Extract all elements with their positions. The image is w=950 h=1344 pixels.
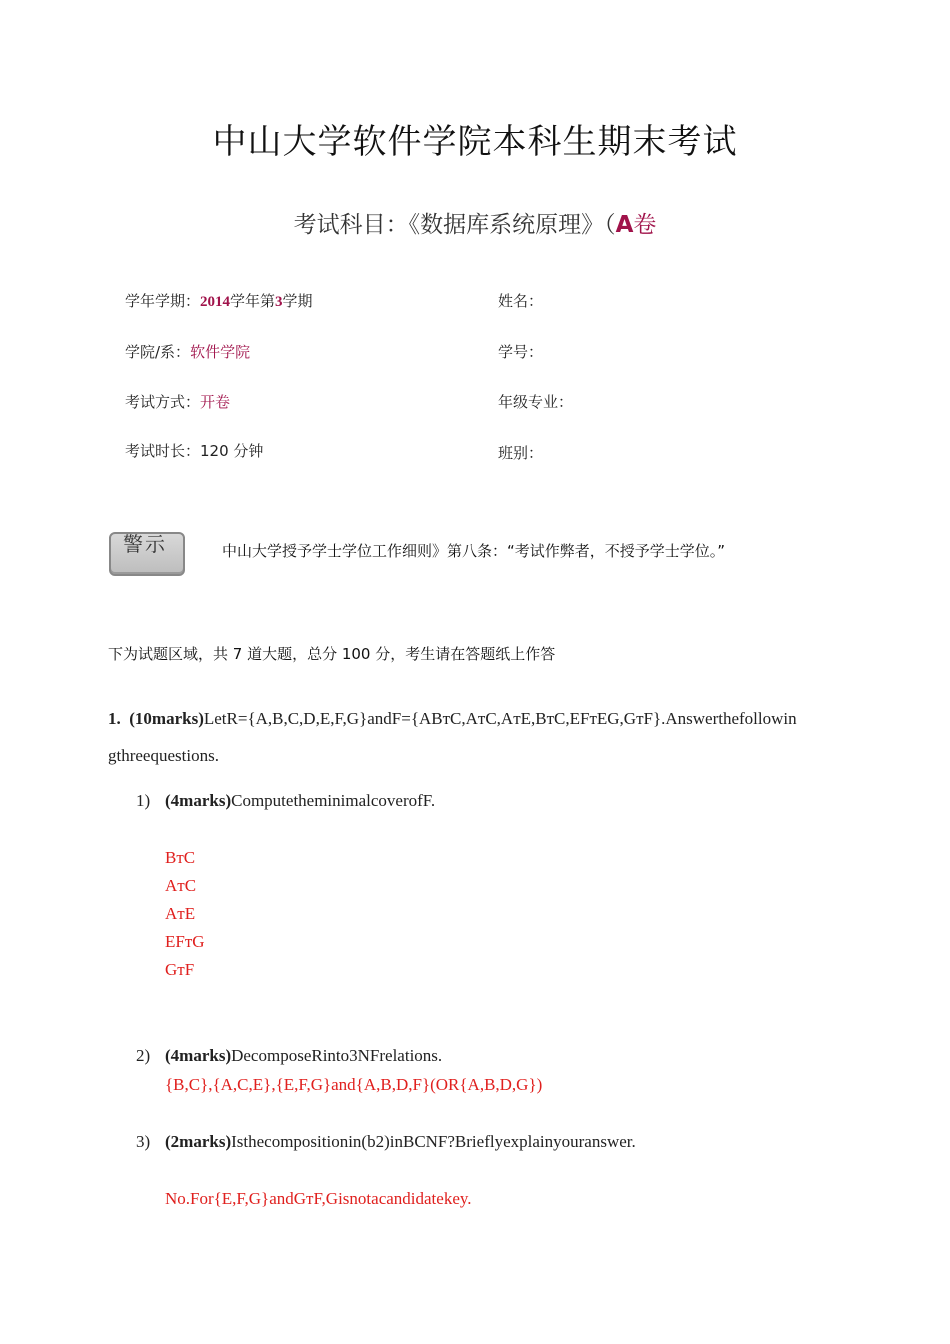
term-year: 2014: [200, 294, 231, 310]
subject-suffix: 卷: [633, 212, 657, 238]
subquestion-2-number: 2): [136, 1046, 151, 1065]
question-1-marks: (10marks): [129, 709, 204, 728]
answer-fd-5: GᴛF: [165, 960, 195, 979]
term-field: [125, 290, 313, 311]
subquestion-2-text: DecomposeRinto3NFrelations.: [231, 1046, 443, 1065]
warning-button: [109, 532, 185, 576]
subject-prefix: 考试科目：《数据库系统原理》（: [293, 212, 616, 238]
answer-fd-2: AᴛC: [165, 876, 197, 895]
question-1-line1: [108, 709, 797, 729]
class-label: 班别：: [498, 444, 544, 462]
duration-value: 120 分钟: [200, 442, 264, 460]
subquestion-1-answer: [165, 844, 205, 984]
exam-mode-field: [125, 391, 230, 412]
grade-major-label: 年级专业：: [498, 393, 574, 411]
term-label: 学年学期：: [125, 292, 201, 310]
subquestion-1-marks: (4marks): [165, 791, 232, 810]
exam-subject: [0, 206, 950, 239]
question-1-text: LetR={A,B,C,D,E,F,G}andF={ABᴛC,AᴛC,AᴛE,BᴛC,EFᴛEG,GᴛF}.Answerthefollowin: [203, 709, 797, 728]
answer-fd-3: AᴛE: [165, 904, 196, 923]
department-value: 软件学院: [190, 343, 251, 361]
name-label: 姓名：: [498, 292, 544, 310]
subquestion-1-number: 1): [136, 791, 151, 810]
student-id-label: 学号：: [498, 343, 544, 361]
subquestion-3-text: Isthecompositionin(b2)inBCNF?Brieflyexplainyouranswer.: [231, 1132, 636, 1151]
answer-fd-4: EFᴛG: [165, 932, 205, 951]
subquestion-3-answer: No.For{E,F,G}andGᴛF,Gisnotacandidatekey.: [165, 1189, 472, 1208]
subquestion-1-text: ComputetheminimalcoverofF.: [231, 791, 436, 810]
subquestion-2: [165, 1046, 442, 1066]
subquestion-2-answer: {B,C},{A,C,E},{E,F,G}and{A,B,D,F}(OR{A,B,D,G}): [165, 1075, 543, 1094]
subquestion-3: [165, 1132, 636, 1152]
department-field: [125, 341, 250, 362]
answer-fd-1: BᴛC: [165, 848, 196, 867]
term-end: 学期: [282, 292, 313, 310]
warning-notice: 中山大学授予学士学位工作细则》第八条：“考试作弊者，不授予学士学位。”: [222, 542, 726, 560]
subject-paper: A: [615, 212, 634, 238]
section-intro: 下为试题区域，共 7 道大题，总分 100 分，考生请在答题纸上作答: [108, 645, 556, 663]
question-1-line2: gthreequestions.: [108, 746, 219, 765]
duration-label: 考试时长：: [125, 442, 201, 460]
exam-mode-value: 开卷: [200, 393, 231, 411]
subquestion-3-marks: (2marks): [165, 1132, 232, 1151]
warning-button-label: 警示: [123, 532, 167, 556]
term-number: 3: [275, 294, 283, 310]
duration-field: [125, 440, 263, 461]
subquestion-2-marks: (4marks): [165, 1046, 232, 1065]
exam-mode-label: 考试方式：: [125, 393, 201, 411]
department-label: 学院/系：: [125, 343, 191, 361]
question-1-number: 1.: [108, 709, 121, 728]
subquestion-3-number: 3): [136, 1132, 151, 1151]
term-mid: 学年第: [230, 292, 276, 310]
exam-title: 中山大学软件学院本科生期末考试: [212, 122, 738, 162]
subquestion-1: [165, 791, 435, 811]
